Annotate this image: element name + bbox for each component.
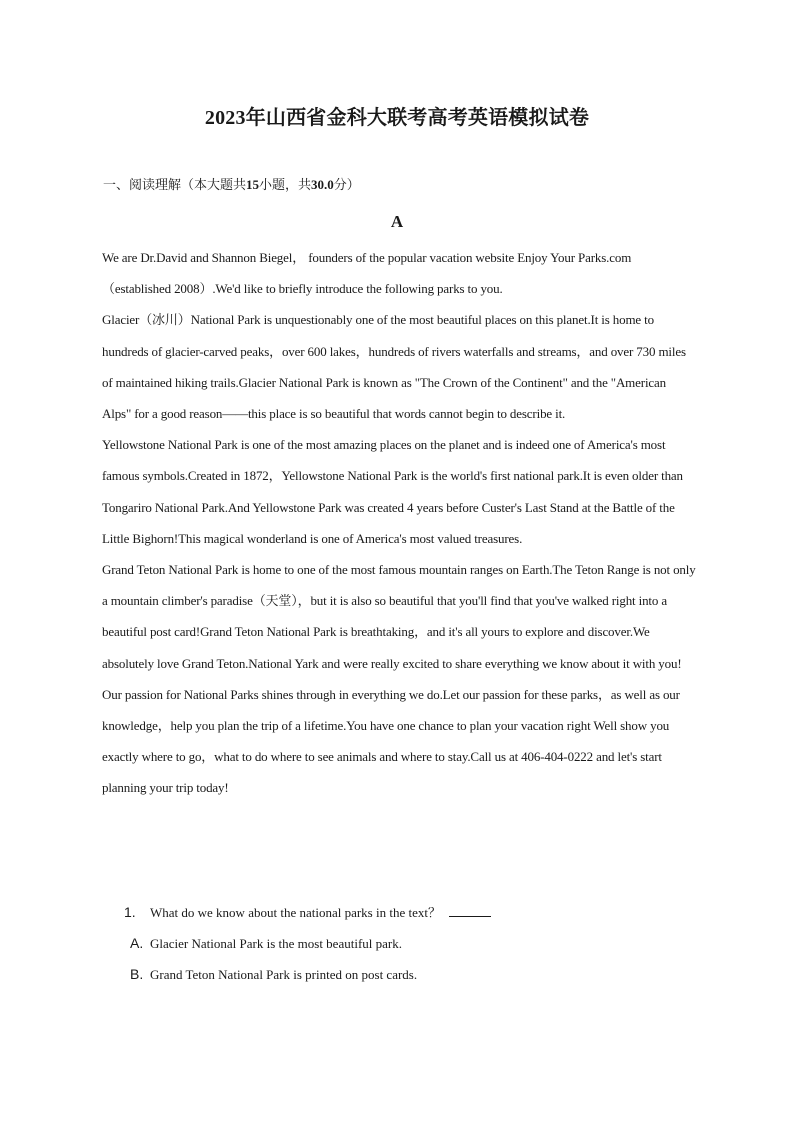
question-item [124,897,684,928]
question-list [124,897,684,990]
passage-body [102,242,696,804]
answer-blank[interactable] [449,915,491,917]
section-heading-middle: 小题，共 [259,177,312,192]
question-text: What do we know about the national parks in the text？ [150,905,441,920]
section-heading-prefix: 一、阅读理解（本大题共 [103,177,247,192]
option-letter: B. [130,966,144,982]
answer-option[interactable] [124,928,684,959]
option-letter: A. [130,935,144,951]
passage-paragraph: Our passion for National Parks shines through in everything we do.Let our passion for these parks，as well as our knowledge，help you plan the trip of a lifetime.You have one chance to plan your vacation right Well show you exactly where to go，what to do where to see animals and where to stay.Call us at 406-404-0222 and let's start planning your trip today! [102,686,680,796]
passage-paragraph: Yellowstone National Park is one of the most amazing places on the planet and is indeed one of America's most famous symbols.Created in 1872，Yellowstone National Park is the world's first national park.It is even older than Tongariro National Park.And Yellowstone Park was created 4 years before Custer's Last Stand at the Battle of the Little Bighorn!This magical wonderland is one of America's most valued treasures. [102,437,683,546]
question-number: 1. [124,904,136,920]
section-heading-suffix: 分） [333,177,360,192]
passage-paragraph: Glacier（冰川）National Park is unquestionably one of the most beautiful places on this planet.It is home to hundreds of glacier-carved peaks，over 600 lakes，hundreds of rivers waterfalls and streams，and over 730 miles of maintained hiking trails.Glacier National Park is known as "The Crown of the Continent" and the "American Alps" for a good reason——this place is so beautiful that words cannot begin to describe it. [102,312,686,422]
section-heading [103,175,360,195]
passage-letter: A [390,212,404,231]
passage-paragraph: Grand Teton National Park is home to one of the most famous mountain ranges on Earth.The Teton Range is not only a mountain climber's paradise（天堂），but it is also so beautiful that you'll find that you've walked right into a beautiful post card!Grand Teton National Park is breathtaking，and it's all yours to explore and discover.We absolutely love Grand Teton.National Yark and were really excited to share everything we know about it with you! [102,562,696,671]
option-text: Grand Teton National Park is printed on post cards. [150,967,418,982]
passage-paragraph: We are Dr.David and Shannon Biegel， founders of the popular vacation website Enjoy Your Parks.com（established 2008）.We'd like to briefly introduce the following parks to you. [102,250,632,297]
answer-option[interactable] [124,959,684,990]
section-question-count: 15 [246,177,260,192]
option-text: Glacier National Park is the most beautiful park. [150,936,402,951]
exam-title: 2023年山西省金科大联考高考英语模拟试卷 [204,107,590,129]
section-score: 30.0 [311,177,334,192]
